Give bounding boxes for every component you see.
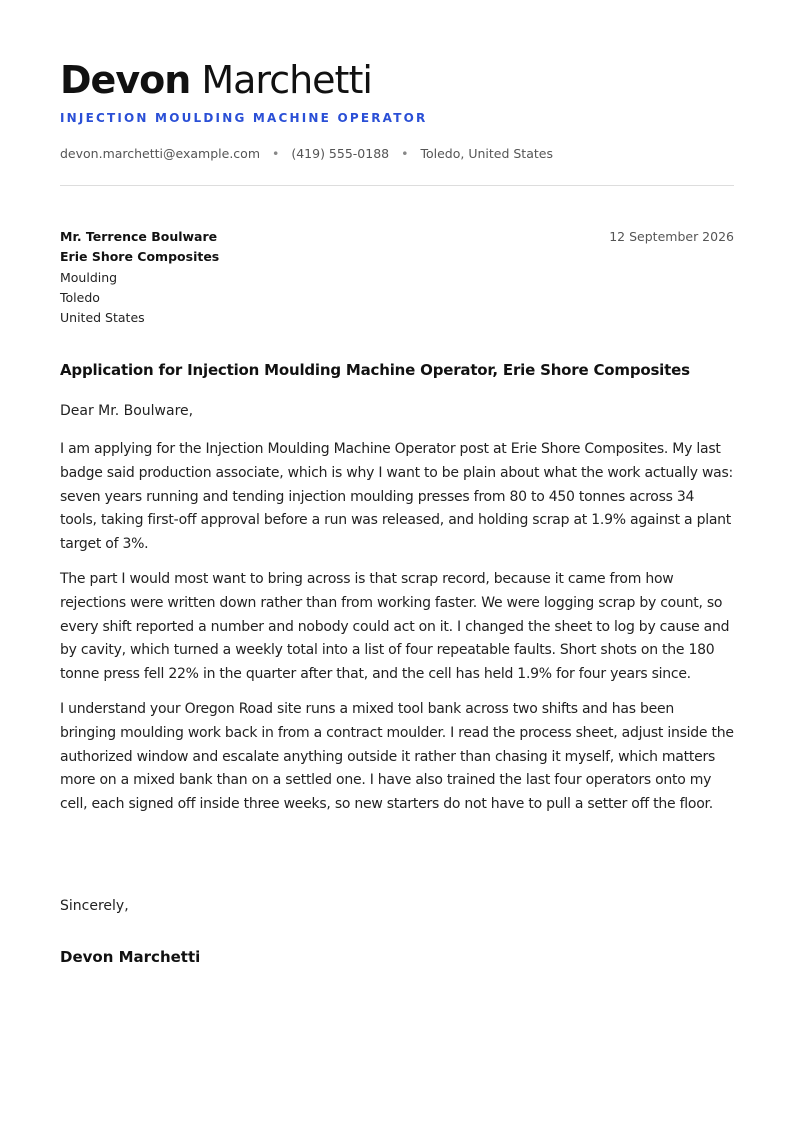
body-paragraph: I understand your Oregon Road site runs a mixed tool bank across two shifts and has been bringing moulding work back in from a contract moulder. I read the process sheet, adjust inside the authorized window and escalate anything outside it rather than chasing it myself, which matters more on a mixed bank than on a settled one. I have also trained the last four operators onto my cell, each signed off inside three weeks, so new starters do not have to pull a setter off the floor. [60, 700, 734, 813]
letter-date: 12 September 2026 [609, 229, 734, 244]
applicant-name [60, 58, 372, 102]
recipient-block [60, 227, 219, 328]
salutation: Dear Mr. Boulware, [60, 403, 194, 419]
first-name: Devon [60, 58, 191, 102]
signature: Devon Marchetti [60, 948, 201, 966]
contact-separator: • [271, 146, 280, 161]
recipient-country: United States [60, 310, 145, 326]
contact-location: Toledo, United States [420, 146, 553, 161]
last-name: Marchetti [201, 58, 372, 102]
closing: Sincerely, [60, 898, 129, 914]
contact-separator: • [401, 146, 409, 161]
recipient-department: Moulding [60, 269, 118, 285]
letter-subject: Application for Injection Moulding Machine Operator, Erie Shore Composites [60, 361, 690, 379]
body-paragraph: I am applying for the Injection Moulding Machine Operator post at Erie Shore Composites. My last badge said production associate, which is why I want to be plain about what the work actually was: seven years running and tending injection moulding presses from 80 to 450 tonnes across 34 tools, taking first-off approval before a run was released, and holding scrap at 1.9% against a plant target of 3%. [60, 441, 734, 553]
letter-body [60, 438, 734, 828]
contact-phone[interactable]: (419) 555-0188 [291, 146, 390, 161]
header-divider [60, 185, 734, 186]
recipient-name: Mr. Terrence Boulware [60, 229, 218, 244]
recipient-company: Erie Shore Composites [60, 249, 220, 265]
contact-line [60, 146, 553, 161]
job-title: INJECTION MOULDING MACHINE OPERATOR [60, 111, 428, 125]
body-paragraph: The part I would most want to bring across is that scrap record, because it came from how rejections were written down rather than from working faster. We were logging scrap by count, so every shift reported a number and nobody could act on it. I changed the sheet to log by cause and by cavity, which turned a weekly total into a list of four repeatable faults. Short shots on the 180 tonne press fell 22% in the quarter after that, and the cell has held 1.9% for four years since. [60, 570, 730, 683]
recipient-city: Toledo [60, 289, 100, 305]
contact-email[interactable]: devon.marchetti@example.com [60, 146, 260, 161]
